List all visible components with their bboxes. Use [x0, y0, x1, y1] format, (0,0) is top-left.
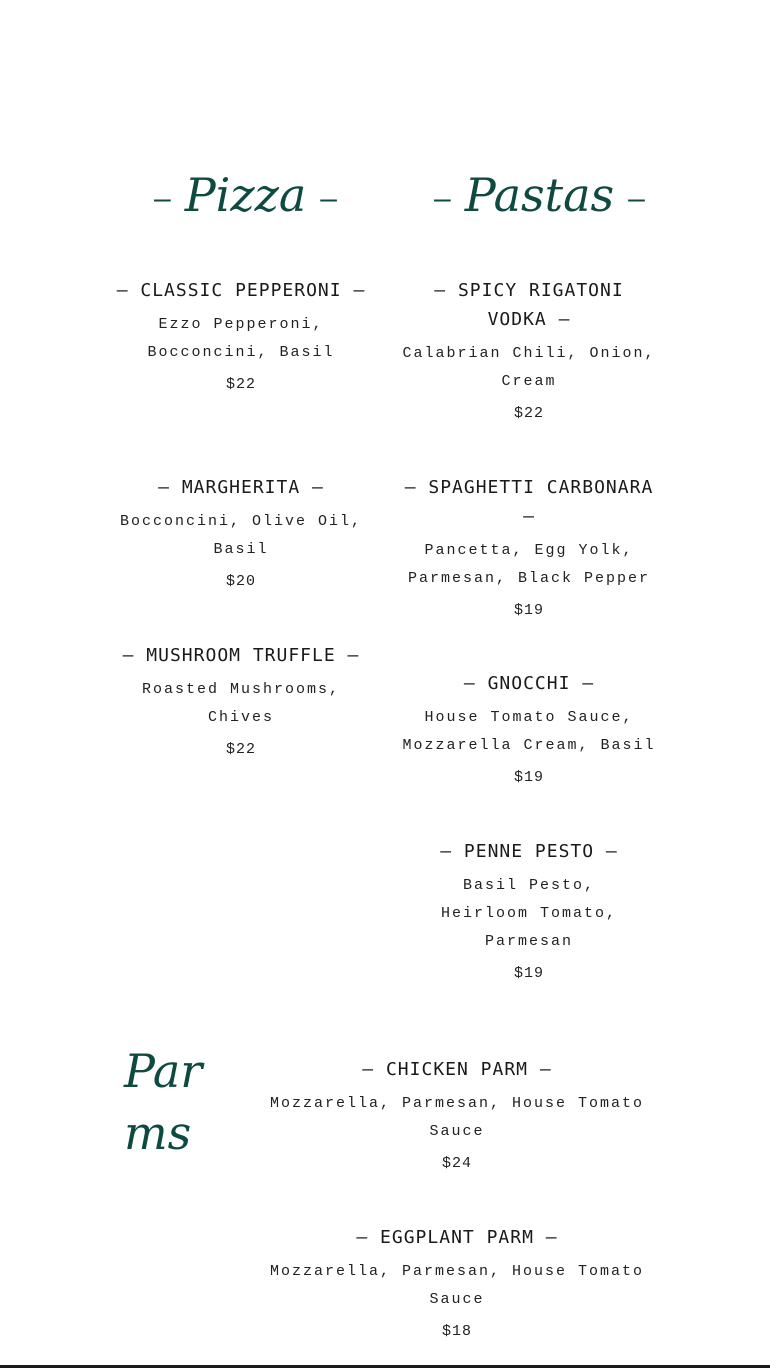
- item-name: – SPAGHETTI CARBONARA –: [404, 477, 654, 527]
- item-description: Mozzarella, Parmesan, House Tomato Sauce: [269, 1263, 645, 1308]
- item-name: – MARGHERITA –: [158, 477, 324, 498]
- menu-item-spicy-rigatoni-vodka: [398, 276, 660, 424]
- item-price: $19: [513, 965, 544, 982]
- item-price: $24: [441, 1155, 472, 1172]
- item-price: $22: [513, 405, 544, 422]
- item-description: Mozzarella, Parmesan, House Tomato Sauce: [269, 1095, 645, 1140]
- pastas-heading: [420, 168, 645, 222]
- item-name: – MUSHROOM TRUFFLE –: [122, 645, 360, 666]
- menu-item-classic-pepperoni: [112, 276, 370, 395]
- heading-dash-left: –: [434, 182, 451, 215]
- parms-heading: Parms: [124, 1044, 203, 1160]
- item-name: – GNOCCHI –: [463, 673, 595, 694]
- menu-item-mushroom-truffle: [112, 641, 370, 760]
- item-price: $19: [513, 602, 544, 619]
- heading-dash-right: –: [628, 182, 645, 215]
- menu-item-spaghetti-carbonara: [398, 473, 660, 621]
- menu-item-margherita: [112, 473, 370, 592]
- pizza-heading: [140, 168, 344, 222]
- menu-item-penne-pesto: [398, 837, 660, 984]
- heading-dash-right: –: [320, 182, 337, 215]
- pizza-heading-text: Pizza: [184, 168, 307, 222]
- heading-dash-left: –: [154, 182, 171, 215]
- menu-item-gnocchi: [398, 669, 660, 788]
- menu-item-eggplant-parm: [266, 1223, 648, 1342]
- item-name: – PENNE PESTO –: [440, 841, 618, 862]
- item-price: $20: [225, 573, 256, 590]
- item-price: $22: [225, 376, 256, 393]
- item-price: $22: [225, 741, 256, 758]
- item-description: Roasted Mushrooms, Chives: [141, 681, 341, 726]
- item-description: Basil Pesto, Heirloom Tomato, Parmesan: [440, 877, 618, 950]
- bottom-divider: [0, 1365, 770, 1368]
- item-price: $19: [513, 769, 544, 786]
- item-name: – CHICKEN PARM –: [362, 1059, 552, 1080]
- item-description: Ezzo Pepperoni, Bocconcini, Basil: [147, 316, 335, 361]
- item-description: Pancetta, Egg Yolk, Parmesan, Black Pepper: [407, 542, 651, 587]
- item-price: $18: [441, 1323, 472, 1340]
- item-name: – EGGPLANT PARM –: [356, 1227, 558, 1248]
- pastas-heading-text: Pastas: [464, 168, 615, 222]
- item-description: House Tomato Sauce, Mozzarella Cream, Basil: [402, 709, 656, 754]
- menu-item-chicken-parm: [266, 1055, 648, 1174]
- item-name: – CLASSIC PEPPERONI –: [116, 280, 366, 301]
- item-description: Calabrian Chili, Onion, Cream: [402, 345, 656, 390]
- item-name: – SPICY RIGATONI VODKA –: [434, 280, 624, 330]
- item-description: Bocconcini, Olive Oil, Basil: [119, 513, 363, 558]
